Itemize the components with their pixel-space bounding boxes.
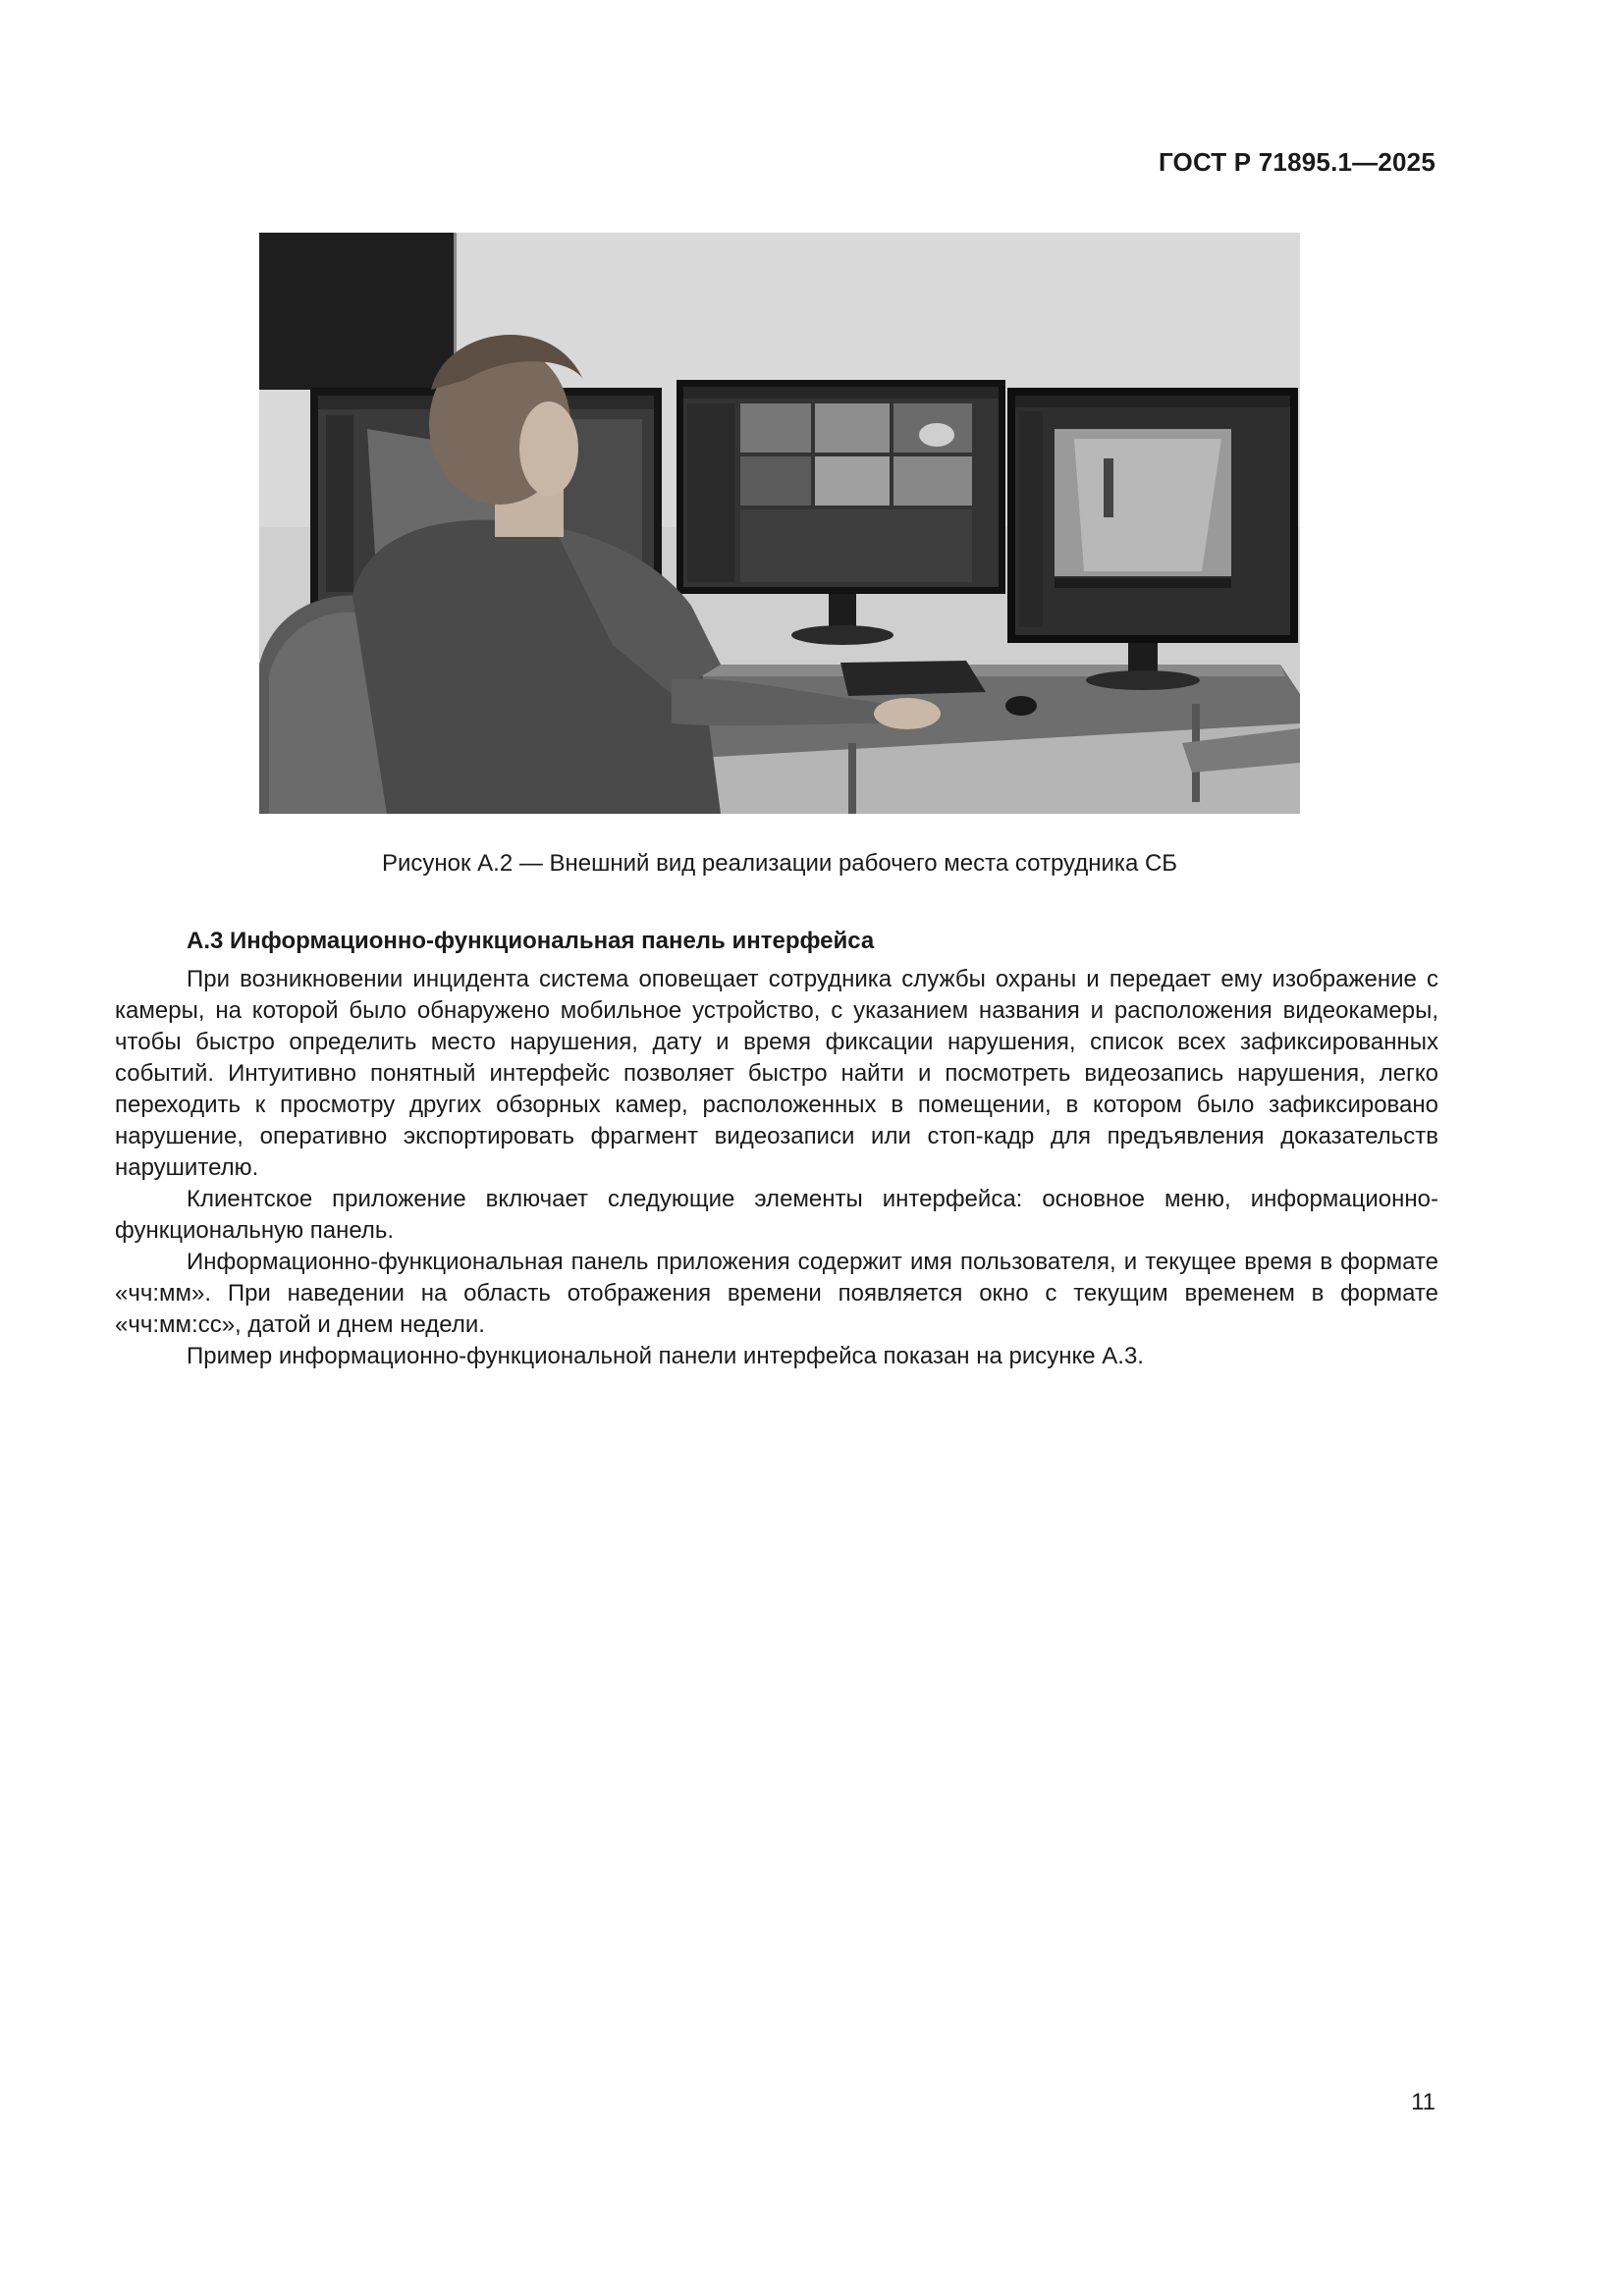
- paragraph: Пример информационно-функциональной панели интерфейса показан на рисунке А.3.: [187, 1343, 1144, 1369]
- section-heading: А.3 Информационно-функциональная панель интерфейса: [187, 928, 875, 954]
- page-number: 11: [1411, 2089, 1435, 2115]
- workstation-photo: [259, 233, 1300, 814]
- standard-number-header: ГОСТ Р 71895.1—2025: [1158, 147, 1435, 177]
- paragraph: Клиентское приложение включает следующие элементы интерфейса: основное меню, информационно-функциональную панель.: [115, 1186, 1438, 1244]
- paragraph: При возникновении инцидента система оповещает сотрудника службы охраны и передает ему изображение с камеры, на которой было обнаружено мобильное устройство, с указанием названия и расположения видеокамеры, чтобы быстро определить место нарушения, дату и время фиксации нарушения, список всех зафиксированных событий. Интуитивно понятный интерфейс позволяет быстро найти и посмотреть видеозапись нарушения, легко переходить к просмотру других обзорных камер, расположенных в помещении, в котором было зафиксировано нарушение, оперативно экспортировать фрагмент видеозаписи или стоп-кадр для предъявления доказательств нарушителю.: [115, 966, 1438, 1181]
- paragraph: Информационно-функциональная панель приложения содержит имя пользователя, и текущее время в формате «чч:мм». При наведении на область отображения времени появляется окно с текущим временем в формате «чч:мм:сс», датой и днем недели.: [115, 1249, 1438, 1338]
- figure-caption: Рисунок А.2 — Внешний вид реализации рабочего места сотрудника СБ: [381, 850, 1178, 877]
- section-body: [115, 964, 1438, 1372]
